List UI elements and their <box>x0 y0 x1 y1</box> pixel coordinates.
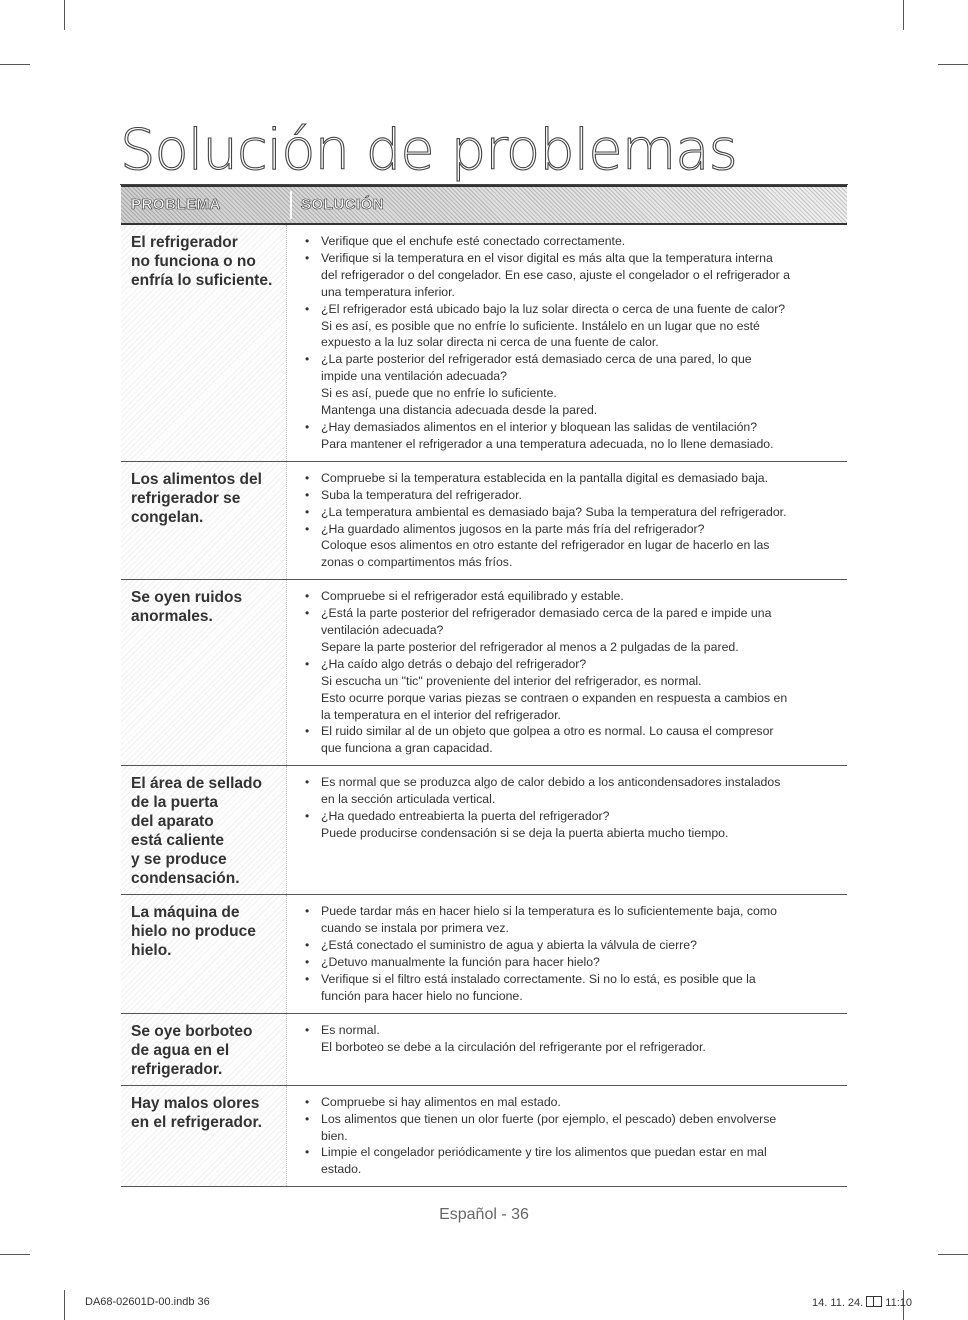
solution-item <box>305 903 839 937</box>
solution-text: ¿Está la parte posterior del refrigerador demasiado cerca de la pared e impide una ventilación adecuada? Separe la parte posterior del refrigerador al menos a 2 pulgadas de la pared. <box>321 606 772 654</box>
bullet-icon: • <box>305 904 310 919</box>
solution-list <box>305 588 839 757</box>
solution-text: Es normal. El borboteo se debe a la circulación del refrigerante por el refrigerador. <box>321 1022 706 1054</box>
print-time: 11:10 <box>885 1297 912 1309</box>
solution-text: Verifique si la temperatura en el visor digital es más alta que la temperatura interna del refrigerador o del congelador. En ese caso, ajuste el congelador o el refrigerador a una temperatura inferior. <box>321 250 790 299</box>
column-header-problem: PROBLEMA <box>131 196 221 213</box>
solution-text: Compruebe si el refrigerador está equilibrado y estable. <box>321 589 624 604</box>
problem-cell <box>121 766 287 894</box>
table-body <box>121 225 847 1187</box>
solution-list <box>305 1022 839 1056</box>
column-header-solution: SOLUCIÓN <box>301 196 385 213</box>
bullet-icon: • <box>305 1022 310 1037</box>
solution-text: Los alimentos que tienen un olor fuerte (por ejemplo, el pescado) deben envolverse bien. <box>321 1111 777 1143</box>
solution-item <box>305 588 839 605</box>
solution-item <box>305 233 839 250</box>
solution-item <box>305 1111 839 1145</box>
solution-text: ¿La parte posterior del refrigerador está demasiado cerca de una pared, lo que impide una ventilación adecuada? Si es así, puede que no enfríe lo suficiente. Mantenga una distancia adecuada desde la pared. <box>321 352 752 418</box>
solution-item <box>305 487 839 504</box>
problem-cell <box>121 895 287 1012</box>
bullet-icon: • <box>305 250 310 265</box>
solution-item <box>305 954 839 971</box>
problem-cell <box>121 462 287 579</box>
solution-item <box>305 1144 839 1178</box>
solution-cell <box>287 766 847 894</box>
solution-cell <box>287 1086 847 1187</box>
solution-text: ¿Ha caído algo detrás o debajo del refrigerador? Si escucha un "tic" proveniente del interior del refrigerador, es normal. Esto ocurre porque varias piezas se contraen o expanden en respuesta a cambios en la temperatura en el interior del refrigerador. <box>321 656 788 722</box>
problem-cell <box>121 580 287 765</box>
solution-item <box>305 1094 839 1111</box>
bullet-icon: • <box>305 352 310 367</box>
print-file-info: DA68-02601D-00.indb 36 <box>85 1296 210 1308</box>
solution-text: Suba la temperatura del refrigerador. <box>321 487 522 502</box>
solution-list <box>305 233 839 453</box>
solution-list <box>305 470 839 571</box>
solution-text: Verifique si el filtro está instalado correctamente. Si no lo está, es posible que la función para hacer hielo no funcione. <box>321 971 756 1003</box>
print-date: 14. 11. 24. <box>812 1297 864 1309</box>
solution-item <box>305 656 839 724</box>
table-row <box>121 766 847 895</box>
solution-item <box>305 774 839 808</box>
crop-mark <box>64 1290 65 1320</box>
crop-mark <box>0 64 30 65</box>
bullet-icon: • <box>305 656 310 671</box>
bullet-icon: • <box>305 775 310 790</box>
header-divider <box>290 191 292 219</box>
solution-text: ¿Ha quedado entreabierta la puerta del refrigerador? Puede producirse condensación si se deja la puerta abierta mucho tiempo. <box>321 809 729 840</box>
solution-text: Compruebe si la temperatura establecida en la pantalla digital es demasiado baja. <box>321 470 769 485</box>
solution-cell <box>287 462 847 579</box>
table-header <box>121 185 847 225</box>
bullet-icon: • <box>305 1094 310 1109</box>
crop-mark <box>903 0 904 30</box>
solution-list <box>305 903 839 1004</box>
solution-text: Puede tardar más en hacer hielo si la temperatura es lo suficientemente baja, como cuando se instala por primera vez. <box>321 904 777 936</box>
solution-cell <box>287 225 847 461</box>
solution-text: ¿Hay demasiados alimentos en el interior y bloquean las salidas de ventilación? Para mantener el refrigerador a una temperatura adecuada, no lo llene demasiado. <box>321 419 774 451</box>
solution-item <box>305 301 839 352</box>
bullet-icon: • <box>305 1145 310 1160</box>
solution-text: Es normal que se produzca algo de calor debido a los anticondensadores instalados en la sección articulada vertical. <box>321 775 781 807</box>
bullet-icon: • <box>305 234 310 248</box>
solution-text: ¿Detuvo manualmente la función para hacer hielo? <box>321 955 600 969</box>
problem-text: La máquina de hielo no produce hielo. <box>131 904 256 960</box>
solution-text: ¿La temperatura ambiental es demasiado baja? Suba la temperatura del refrigerador. <box>321 504 787 519</box>
crop-mark <box>64 0 65 30</box>
print-timestamp <box>812 1296 912 1309</box>
clock-icon <box>866 1296 882 1307</box>
solution-item <box>305 1022 839 1056</box>
table-row <box>121 1014 847 1086</box>
solution-text: El ruido similar al de un objeto que golpea a otro es normal. Lo causa el compresor que funciona a gran capacidad. <box>321 724 774 756</box>
bullet-icon: • <box>305 470 310 485</box>
problem-cell <box>121 1086 287 1187</box>
bullet-icon: • <box>305 938 310 953</box>
page-number: Español - 36 <box>439 1206 529 1223</box>
bullet-icon: • <box>305 809 310 824</box>
solution-item <box>305 723 839 757</box>
bullet-icon: • <box>305 606 310 621</box>
bullet-icon: • <box>305 589 310 604</box>
solution-cell <box>287 580 847 765</box>
problem-cell <box>121 225 287 461</box>
problem-cell <box>121 1014 287 1085</box>
problem-text: El refrigerador no funciona o no enfría lo suficiente. <box>131 234 273 289</box>
solution-text: ¿Ha guardado alimentos jugosos en la parte más fría del refrigerador? Coloque esos alimentos en otro estante del refrigerador en lugar de hacerlo en las zonas o compartimentos más fríos. <box>321 521 770 570</box>
solution-text: Compruebe si hay alimentos en mal estado. <box>321 1094 561 1109</box>
problem-text: Se oye borboteo de agua en el refrigerador. <box>131 1022 253 1078</box>
solution-list <box>305 774 839 842</box>
problem-text: Los alimentos del refrigerador se congelan. <box>131 470 262 526</box>
bullet-icon: • <box>305 487 310 502</box>
solution-item <box>305 808 839 842</box>
bullet-icon: • <box>305 504 310 519</box>
solution-text: ¿El refrigerador está ubicado bajo la luz solar directa o cerca de una fuente de calor? Si es así, es posible que no enfríe lo suficiente. Instálelo en un lugar que no esté expuesto a la luz solar directa ni cerca de una fuente de calor. <box>321 301 786 350</box>
solution-text: Limpie el congelador periódicamente y tire los alimentos que puedan estar en mal estado. <box>321 1145 767 1177</box>
solution-item <box>305 605 839 656</box>
solution-text: ¿Está conectado el suministro de agua y abierta la válvula de cierre? <box>321 938 697 953</box>
table-row <box>121 895 847 1013</box>
solution-item <box>305 971 839 1005</box>
bullet-icon: • <box>305 971 310 986</box>
solution-item <box>305 937 839 954</box>
bullet-icon: • <box>305 1111 310 1126</box>
solution-item <box>305 521 839 572</box>
bullet-icon: • <box>305 955 310 969</box>
table-row <box>121 225 847 462</box>
bullet-icon: • <box>305 301 310 316</box>
solution-item <box>305 470 839 487</box>
table-row <box>121 462 847 580</box>
solution-text: Verifique que el enchufe esté conectado correctamente. <box>321 234 626 248</box>
solution-cell <box>287 1014 847 1085</box>
solution-item <box>305 419 839 453</box>
crop-mark <box>938 64 968 65</box>
troubleshooting-table <box>121 185 847 1187</box>
solution-list <box>305 1094 839 1179</box>
crop-mark <box>0 1254 30 1255</box>
problem-text: El área de sellado de la puerta del aparato está caliente y se produce condensación. <box>131 775 262 888</box>
bullet-icon: • <box>305 521 310 536</box>
problem-text: Se oyen ruidos anormales. <box>131 589 243 626</box>
crop-mark <box>938 1254 968 1255</box>
table-row <box>121 580 847 766</box>
bullet-icon: • <box>305 724 310 739</box>
table-row <box>121 1086 847 1188</box>
solution-item <box>305 351 839 419</box>
solution-item <box>305 504 839 521</box>
solution-cell <box>287 895 847 1012</box>
solution-item <box>305 250 839 301</box>
page-title: Solución de problemas <box>120 118 848 185</box>
bullet-icon: • <box>305 419 310 434</box>
problem-text: Hay malos olores en el refrigerador. <box>131 1094 262 1131</box>
